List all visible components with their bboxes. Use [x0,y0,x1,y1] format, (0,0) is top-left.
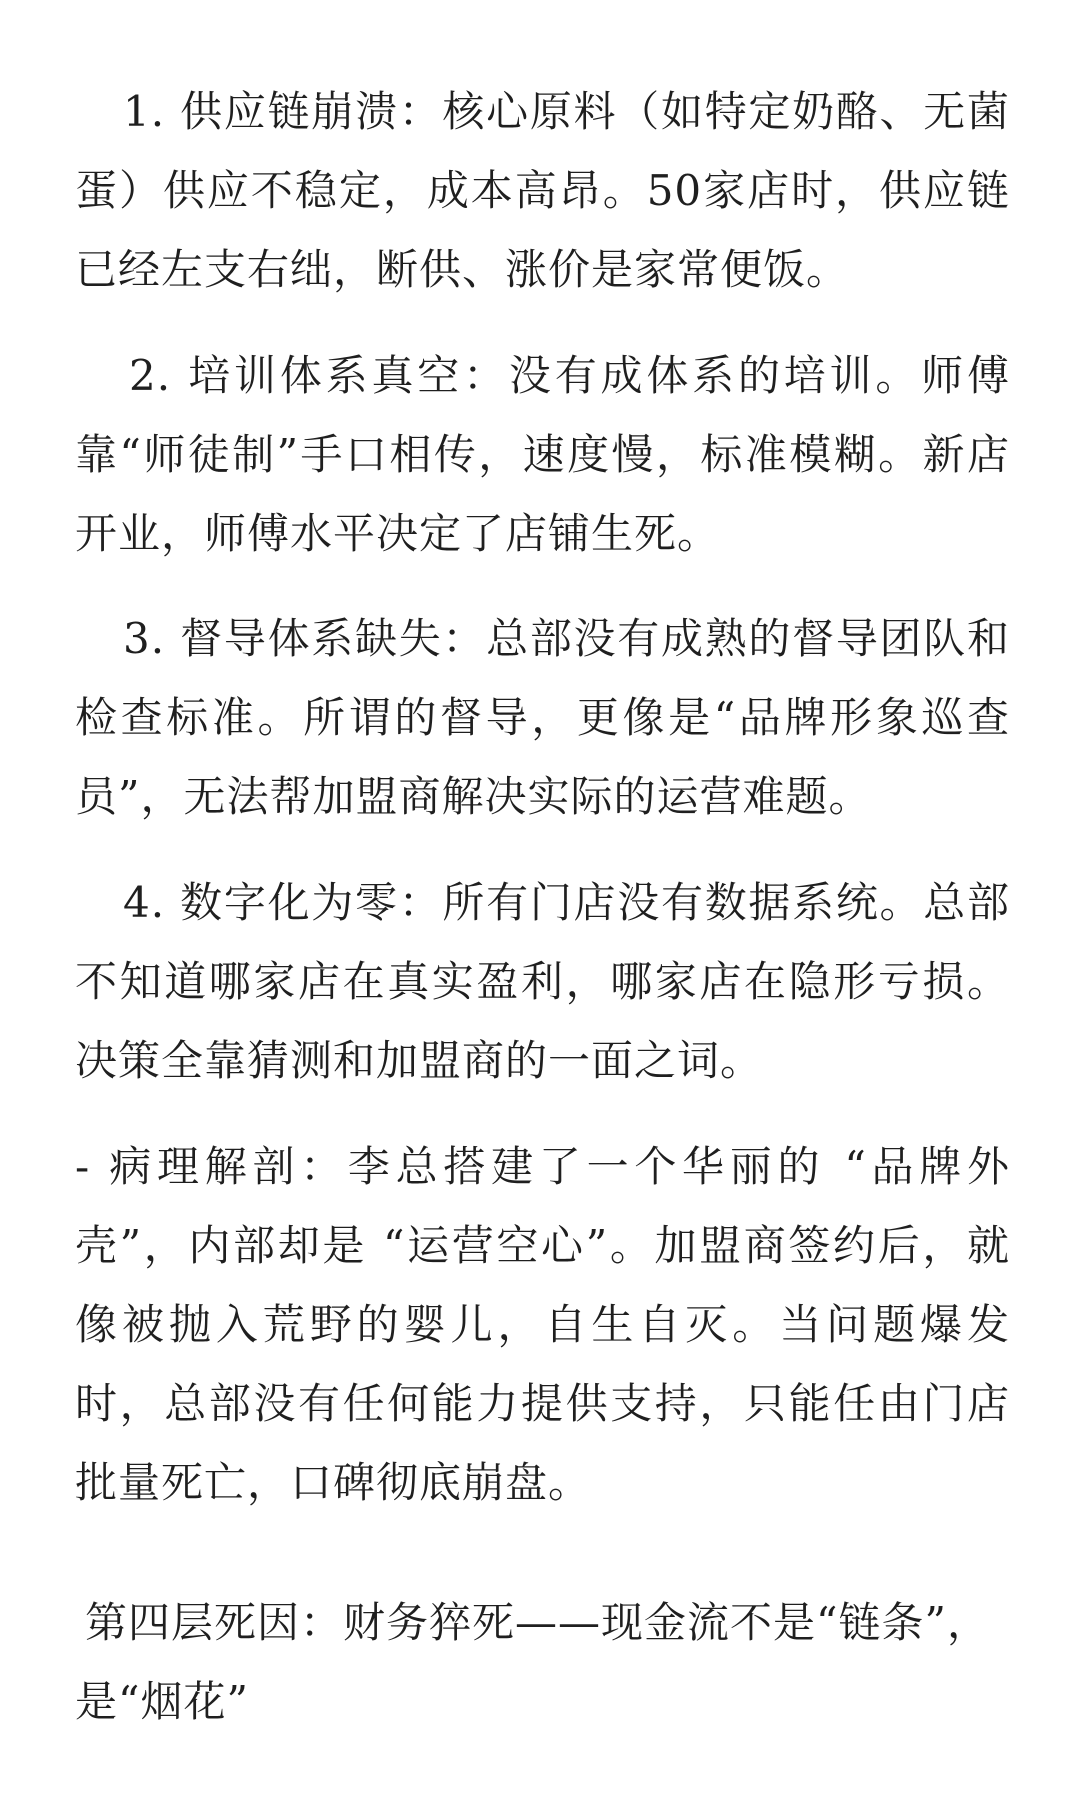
section-heading: 第四层死因：财务猝死——现金流不是“链条”，是“烟花” [75,1598,990,1726]
paragraph-pathology: - 病理解剖：李总搭建了一个华丽的 “品牌外壳”，内部却是 “运营空心”。加盟商签约后，就像被抛入荒野的婴儿，自生自灭。当问题爆发时，总部没有任何能力提供支持，只能任由门店批量死亡，口碑彻底崩盘。 [75,1142,1010,1507]
paragraph-supply-chain: 1. 供应链崩溃：核心原料（如特定奶酪、无菌蛋）供应不稳定，成本高昂。50家店时，供应链已经左支右绌，断供、涨价是家常便饭。 [75,87,1010,294]
paragraph-digitalization: 4. 数字化为零：所有门店没有数据系统。总部不知道哪家店在真实盈利，哪家店在隐形亏损。决策全靠猜测和加盟商的一面之词。 [75,878,1010,1085]
paragraph-supervision-system: 3. 督导体系缺失：总部没有成熟的督导团队和检查标准。所谓的督导，更像是“品牌形象巡查员”，无法帮加盟商解决实际的运营难题。 [75,614,1010,821]
paragraph-training-system: 2. 培训体系真空：没有成体系的培训。师傅靠“师徒制”手口相传，速度慢，标准模糊。新店开业，师傅水平决定了店铺生死。 [75,351,1010,558]
